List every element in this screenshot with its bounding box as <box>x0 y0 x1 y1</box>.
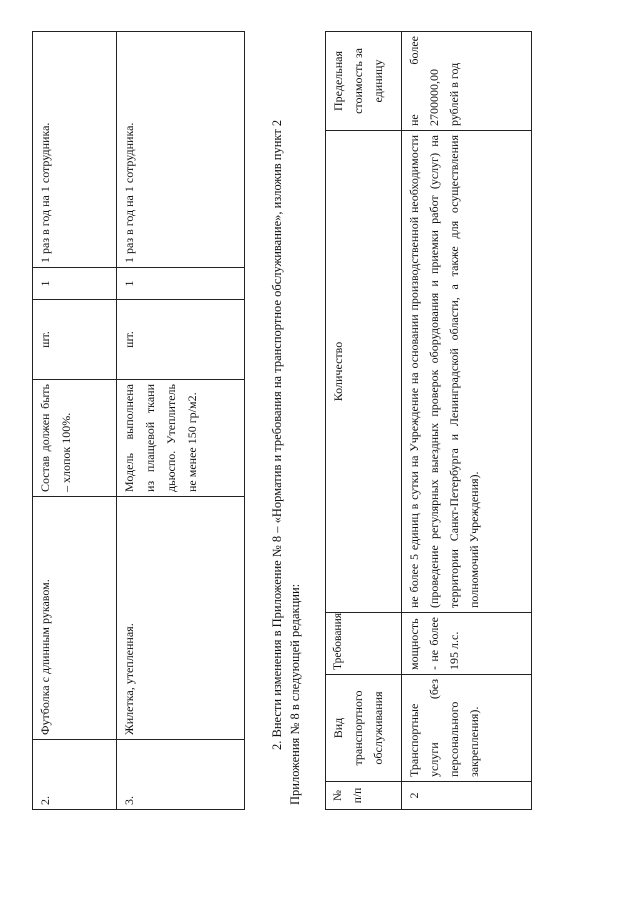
item-quantity: 1 <box>33 268 117 300</box>
service-type: Транспортные услуги (без персонального закрепления). <box>402 675 532 782</box>
table-row <box>402 32 532 810</box>
row-number: 3. <box>117 740 245 810</box>
item-norm: 1 раз в год на 1 сотрудника. <box>117 32 245 268</box>
row-number: 2. <box>33 740 117 810</box>
item-spec: Состав должен быть – хлопок 100%. <box>33 380 117 497</box>
quantity-description: не более 5 единиц в сутки на Учреждение на основании производственной необходимости (проведение регулярных выездных проверок оборудования и приемки работ (услуг) на территории Санкт-Петербурга и Ленинградской области, а также для осуществления полномочий Учреждения). <box>402 131 532 613</box>
header-service-type: Вид транспортного обслуживания <box>326 675 402 782</box>
clothing-norms-table <box>32 31 245 810</box>
item-name: Жилетка, утепленная. <box>117 497 245 740</box>
header-max-price: Предельная стоимость за единицу <box>326 32 402 131</box>
transport-norms-table <box>325 31 532 810</box>
max-price: не более 2700000,00 рублей в год <box>402 32 532 131</box>
item-norm: 1 раз в год на 1 сотрудника. <box>33 32 117 268</box>
table-header-row <box>326 32 402 810</box>
amendment-paragraph-line2: Приложения № 8 в следующей редакции: <box>288 583 302 805</box>
requirements: мощность - не более 195 л.с. <box>402 613 532 675</box>
item-unit: шт. <box>33 300 117 380</box>
table-row <box>117 32 245 810</box>
row-number: 2 <box>402 782 532 810</box>
item-quantity: 1 <box>117 268 245 300</box>
table-row <box>33 32 117 810</box>
header-number: № п/п <box>326 782 402 810</box>
item-unit: шт. <box>117 300 245 380</box>
header-quantity: Количество <box>326 131 402 613</box>
item-name: Футболка с длинным рукавом. <box>33 497 117 740</box>
item-spec: Модель выполнена из плащевой ткани дьюспо. Утеплитель не менее 150 гр/м2. <box>117 380 245 497</box>
amendment-paragraph-line1: 2. Внести изменения в Приложение № 8 – «Норматив и требования на транспортное обслуживание», изложив пункт 2 <box>270 119 284 750</box>
header-requirements: Требования <box>326 613 402 675</box>
